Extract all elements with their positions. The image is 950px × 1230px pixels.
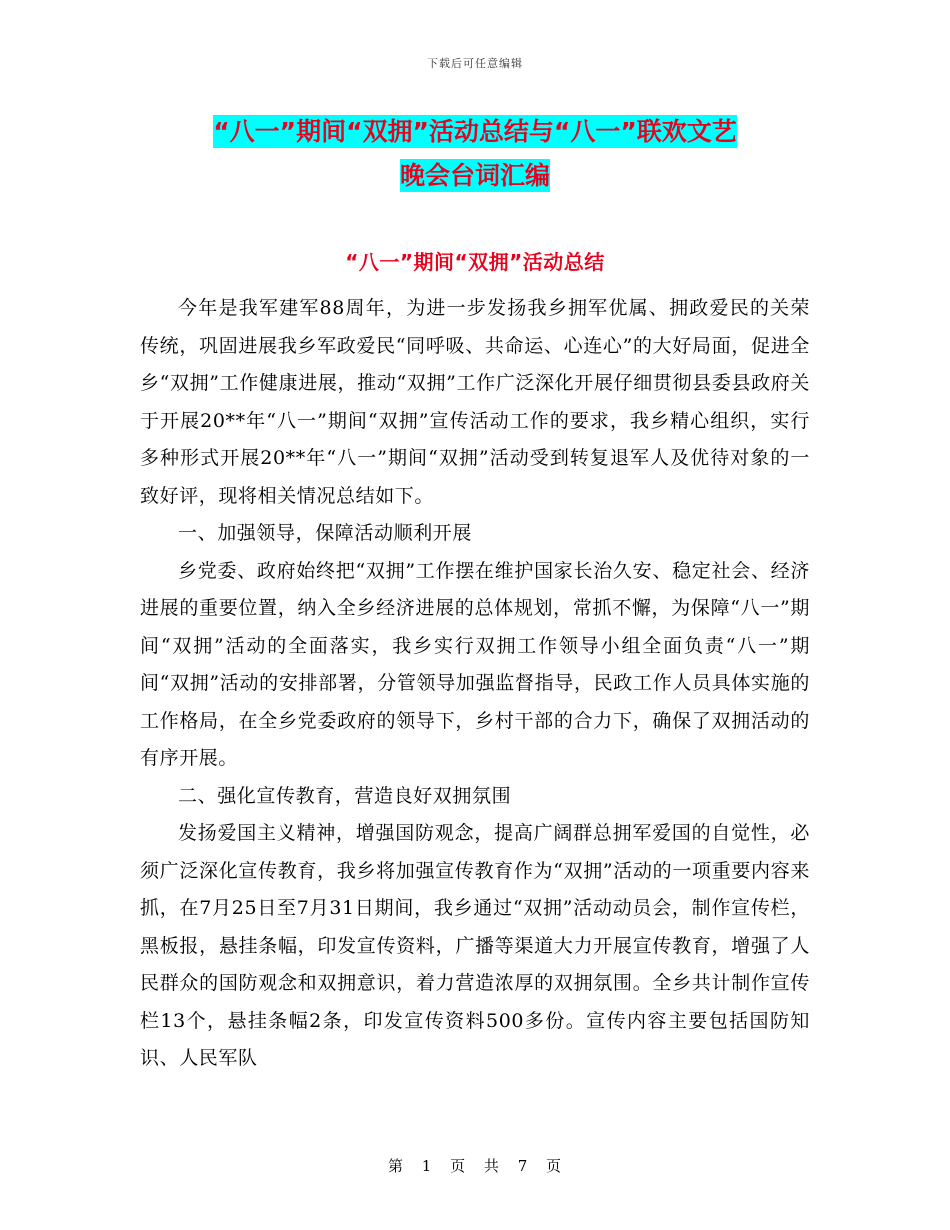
paragraph-leadership: 乡党委、政府始终把“双拥”工作摆在维护国家长治久安、稳定社会、经济进展的重要位置，纳入全乡经济进展的总体规划，常抓不懈，为保障“八一”期间“双拥”活动的全面落实，我乡实行双拥工作领导小组全面负责“八一”期间“双拥”活动的安排部署，分管领导加强监督指导，民政工作人员具体实施的工作格局，在全乡党委政府的领导下，乡村干部的合力下，确保了双拥活动的有序开展。 — [140, 559, 810, 769]
section-title: “八一”期间“双拥”活动总结 — [345, 250, 605, 274]
document-body — [140, 290, 810, 1078]
document-title-line-1: “八一”期间“双拥”活动总结与“八一”联欢文艺 — [213, 117, 737, 146]
paragraph-intro: 今年是我军建军88周年，为进一步发扬我乡拥军优属、拥政爱民的关荣传统，巩固进展我乡军政爱民“同呼吸、共命运、心连心”的大好局面，促进全乡“双拥”工作健康进展，推动“双拥”工作广泛深化开展仔细贯彻县委县政府关于开展20**年“八一”期间“双拥”宣传活动工作的要求，我乡精心组织，实行多种形式开展20**年“八一”期间“双拥”活动受到转复退军人及优待对象的一致好评，现将相关情况总结如下。 — [140, 297, 810, 507]
heading-publicity-education: 二、强化宣传教育，营造良好双拥氛围 — [178, 784, 512, 807]
footer-total-pages: 7 — [517, 1157, 529, 1175]
footer-ye: 页 — [450, 1157, 467, 1175]
paragraph-publicity: 发扬爱国主义精神，增强国防观念，提高广阔群总拥军爱国的自觉性，必须广泛深化宣传教育，我乡将加强宣传教育作为“双拥”活动的一项重要内容来抓，在7月25日至7月31日期间，我乡通过“双拥”活动动员会，制作宣传栏，黑板报，悬挂条幅，印发宣传资料，广播等渠道大力开展宣传教育，增强了人民群众的国防观念和双拥意识，着力营造浓厚的双拥氛围。全乡共计制作宣传栏13个，悬挂条幅2条，印发宣传资料500多份。宣传内容主要包括国防知识、人民军队 — [140, 822, 810, 1069]
footer-gong: 共 — [483, 1157, 500, 1175]
footer-di: 第 — [387, 1157, 404, 1175]
document-title-line-2: 晚会台词汇编 — [399, 161, 550, 190]
document-title — [140, 110, 810, 198]
footer-page-number: 1 — [421, 1157, 433, 1175]
footer-ye-2: 页 — [546, 1157, 563, 1175]
page-footer — [0, 1155, 950, 1176]
page-header-note: 下载后可任意编辑 — [427, 57, 523, 70]
heading-strengthen-leadership: 一、加强领导，保障活动顺利开展 — [178, 522, 473, 544]
